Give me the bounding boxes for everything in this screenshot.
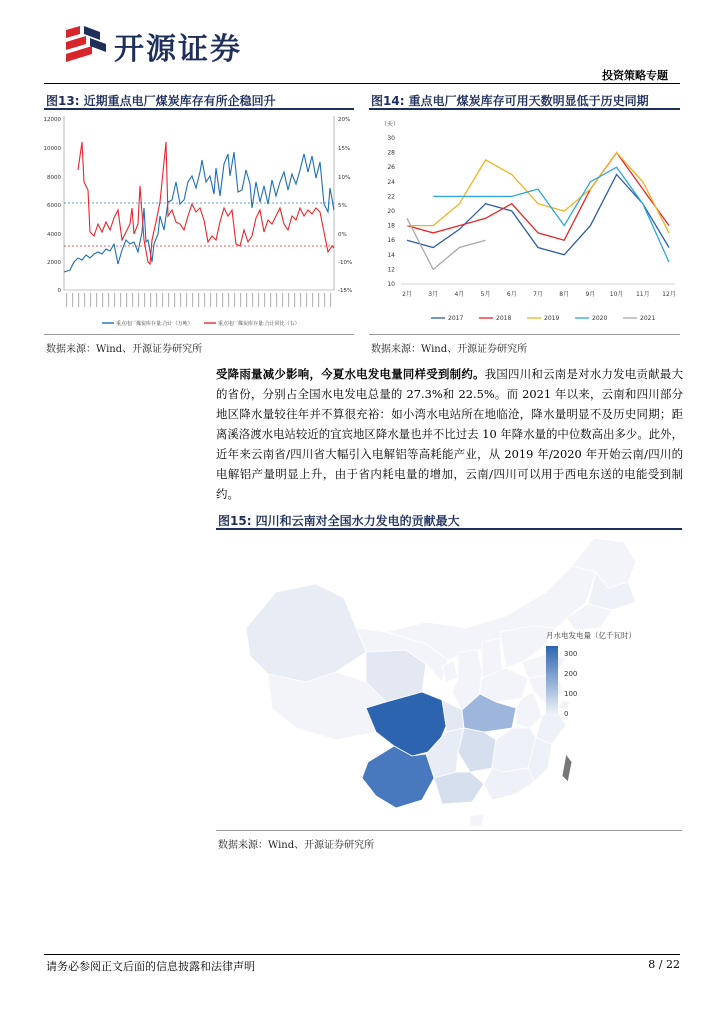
- fig13-x-tick-mark: [234, 293, 235, 307]
- footer-disclaimer: 请务必参阅正文后面的信息披露和法律声明: [46, 960, 255, 973]
- fig13-x-tick-mark: [186, 293, 187, 307]
- fig13-x-tick-mark: [306, 293, 307, 307]
- fig13-x-tick-mark: [144, 293, 145, 307]
- fig14-y-tick: 24: [387, 178, 395, 186]
- fig14-y-tick: 10: [387, 281, 395, 288]
- fig13-x-tick-mark: [228, 293, 229, 307]
- province-hainan: [470, 814, 484, 826]
- fig13-left-tick: 8000: [47, 175, 61, 181]
- fig13-x-tick-mark: [162, 293, 163, 307]
- fig13-x-tick-mark: [294, 293, 295, 307]
- fig15-legend-tick: 300: [564, 650, 578, 658]
- fig13-left-tick: 6000: [47, 203, 61, 209]
- fig13-x-tick-mark: [174, 293, 175, 307]
- logo: [60, 22, 300, 66]
- fig14-legend-2017: 2017: [448, 315, 464, 322]
- fig13-x-tick-mark: [90, 293, 91, 307]
- fig13-x-tick-mark: [300, 293, 301, 307]
- fig13-bottom-rule: [44, 334, 354, 335]
- fig14-x-tick: 11月: [635, 291, 650, 298]
- fig14-chart: [369, 112, 680, 332]
- fig15-map: [216, 532, 682, 828]
- fig14-y-tick: 16: [387, 237, 395, 245]
- fig13-x-tick-mark: [96, 293, 97, 307]
- fig13-x-tick-mark: [192, 293, 193, 307]
- fig14-x-tick: 2月: [402, 291, 412, 298]
- fig14-series-2020: [433, 167, 669, 262]
- fig14-unit: （天）: [381, 121, 400, 128]
- page-number: 8 / 22: [648, 958, 680, 971]
- fig15-legend-tick: 200: [564, 670, 578, 678]
- fig15-bottom-rule: [216, 830, 682, 831]
- fig14-x-tick: 7月: [533, 291, 543, 298]
- header-rule: [44, 83, 680, 84]
- fig13-x-tick-mark: [210, 293, 211, 307]
- fig14-x-tick: 10月: [609, 291, 624, 298]
- fig13-right-tick: -15%: [338, 288, 353, 294]
- fig15-title: 图15: 四川和云南对全国水力发电的贡献最大: [218, 514, 460, 528]
- fig13-x-tick-mark: [204, 293, 205, 307]
- fig14-y-tick: 12: [387, 266, 395, 274]
- fig13-x-tick-mark: [330, 293, 331, 307]
- fig14-x-tick: 5月: [480, 291, 491, 298]
- fig13-left-axis: [44, 117, 62, 294]
- province-xinjiang: [246, 584, 366, 682]
- fig15-legend-tick: 0: [564, 710, 569, 718]
- fig13-x-tick-mark: [240, 293, 241, 307]
- report-type: 投资策略专题: [602, 69, 668, 82]
- fig13-x-tick-mark: [258, 293, 259, 307]
- fig13-x-tick-mark: [198, 293, 199, 307]
- province-guangxi: [434, 772, 484, 804]
- fig13-x-tick-mark: [84, 293, 85, 307]
- fig13-x-tick-mark: [72, 293, 73, 307]
- province-taiwan: [562, 754, 572, 782]
- fig13-x-tick-mark: [246, 293, 247, 307]
- fig14-title-rule: [369, 108, 680, 110]
- fig13-series-inventory: [64, 152, 334, 272]
- fig13-x-tick-mark: [318, 293, 319, 307]
- fig15-legend-gradient: [546, 646, 558, 716]
- fig14-legend-2020: 2020: [592, 315, 608, 322]
- fig13-title: 图13: 近期重点电厂煤炭库存有所企稳回升: [46, 94, 276, 108]
- fig13-right-axis: [338, 117, 352, 294]
- province-shanghai: [558, 700, 570, 710]
- fig13-left-tick: 0: [57, 288, 61, 294]
- logo-mark-icon: [60, 24, 108, 64]
- fig13-x-tick-mark: [138, 293, 139, 307]
- fig13-x-ticks: [66, 293, 331, 307]
- fig13-x-tick-mark: [324, 293, 325, 307]
- fig13-right-tick: 10%: [338, 175, 351, 181]
- fig15-source: 数据来源：Wind、开源证券研究所: [218, 840, 375, 851]
- fig13-x-tick-mark: [120, 293, 121, 307]
- fig13-legend-yoy: 重点电厂煤炭库存量:合计同比（右）: [218, 321, 300, 327]
- fig13-x-tick-mark: [150, 293, 151, 307]
- province-yunnan: [362, 746, 434, 808]
- fig14-y-tick: 30: [387, 135, 395, 142]
- fig13-source: 数据来源：Wind、开源证券研究所: [46, 344, 203, 355]
- fig13-right-tick: -10%: [338, 260, 353, 266]
- fig14-x-tick: 9月: [585, 291, 596, 298]
- fig13-x-tick-mark: [312, 293, 313, 307]
- fig15-title-rule: [216, 528, 682, 530]
- fig13-title-rule: [44, 108, 354, 110]
- fig14-x-tick: 4月: [454, 291, 465, 298]
- fig13-x-tick-mark: [66, 293, 67, 307]
- fig14-x-tick: 6月: [506, 291, 517, 298]
- fig14-y-tick: 28: [387, 149, 395, 157]
- fig13-legend-inventory: 重点电厂煤炭库存量:合计（万吨）: [116, 321, 193, 327]
- fig13-x-tick-mark: [114, 293, 115, 307]
- fig13-x-tick-mark: [222, 293, 223, 307]
- fig14-y-tick: 26: [387, 164, 395, 172]
- fig13-left-tick: 4000: [47, 232, 61, 238]
- footer-rule: [44, 954, 680, 955]
- fig13-right-tick: 20%: [338, 117, 351, 123]
- fig14-x-tick: 12月: [662, 291, 676, 298]
- fig14-legend-2019: 2019: [544, 315, 560, 322]
- fig13-x-tick-mark: [276, 293, 277, 307]
- fig13-x-tick-mark: [264, 293, 265, 307]
- fig14-title: 图14: 重点电厂煤炭库存可用天数明显低于历史同期: [371, 94, 649, 108]
- fig13-x-tick-mark: [252, 293, 253, 307]
- fig15-legend-tick: 100: [564, 690, 578, 698]
- fig13-x-tick-mark: [216, 293, 217, 307]
- fig15-legend-title: 月水电发电量（亿千瓦时）: [546, 631, 636, 640]
- fig14-y-tick: 20: [387, 208, 395, 215]
- fig13-x-tick-mark: [270, 293, 271, 307]
- fig13-x-tick-mark: [282, 293, 283, 307]
- fig13-x-tick-mark: [288, 293, 289, 307]
- fig14-x-tick: 3月: [428, 291, 439, 298]
- fig13-chart: [44, 112, 356, 332]
- fig13-x-tick-mark: [168, 293, 169, 307]
- fig13-left-tick: 12000: [44, 117, 61, 123]
- fig13-right-tick: 15%: [338, 146, 351, 152]
- fig14-y-tick: 22: [387, 193, 395, 201]
- fig13-x-tick-mark: [180, 293, 181, 307]
- body-paragraph: [216, 364, 683, 504]
- fig13-x-tick-mark: [108, 293, 109, 307]
- fig14-series-2019: [407, 153, 669, 233]
- fig14-x-tick: 8月: [559, 291, 570, 298]
- province-hunan: [458, 728, 496, 772]
- fig13-x-tick-mark: [126, 293, 127, 307]
- fig13-x-tick-mark: [156, 293, 157, 307]
- fig13-x-tick-mark: [102, 293, 103, 307]
- body-bold-lead: 受降雨量减少影响，今夏水电发电量同样受到制约。: [216, 367, 485, 381]
- fig14-y-tick: 18: [387, 222, 395, 230]
- fig14-source: 数据来源：Wind、开源证券研究所: [371, 344, 528, 355]
- logo-text: 开源证券: [114, 32, 242, 67]
- fig13-right-tick: 5%: [338, 203, 347, 209]
- fig14-legend-2018: 2018: [496, 315, 512, 322]
- fig13-x-tick-mark: [78, 293, 79, 307]
- province-guangdong: [484, 768, 534, 800]
- fig13-left-tick: 2000: [47, 260, 61, 266]
- fig14-y-tick: 14: [387, 251, 395, 259]
- body-text: 我国四川和云南是对水力发电贡献最大的省份，分别占全国水电发电总量的 27.3%和 22.5%。而 2021 年以来，云南和四川部分地区降水量较往年并不算很充裕：如小湾水电站所在地临沧，降水量明显不及历史同期；距离溪洛渡水电站较近的宜宾地区降水量也并不比过去 10 年降水量的中位数高出多少。此外，近年来云南省/四川省大幅引入电解铝等高耗能产业，从 2019 年/2020 年开始云南/四川的电解铝产量明显上升，由于省内耗电量的增加，云南/四川可以用于西电东送的电能受到制约。: [216, 367, 683, 501]
- fig13-left-tick: 10000: [44, 146, 61, 152]
- fig14-legend-2021: 2021: [640, 315, 656, 322]
- fig13-right-tick: 0%: [338, 232, 347, 238]
- fig13-x-tick-mark: [132, 293, 133, 307]
- fig14-bottom-rule: [369, 334, 680, 335]
